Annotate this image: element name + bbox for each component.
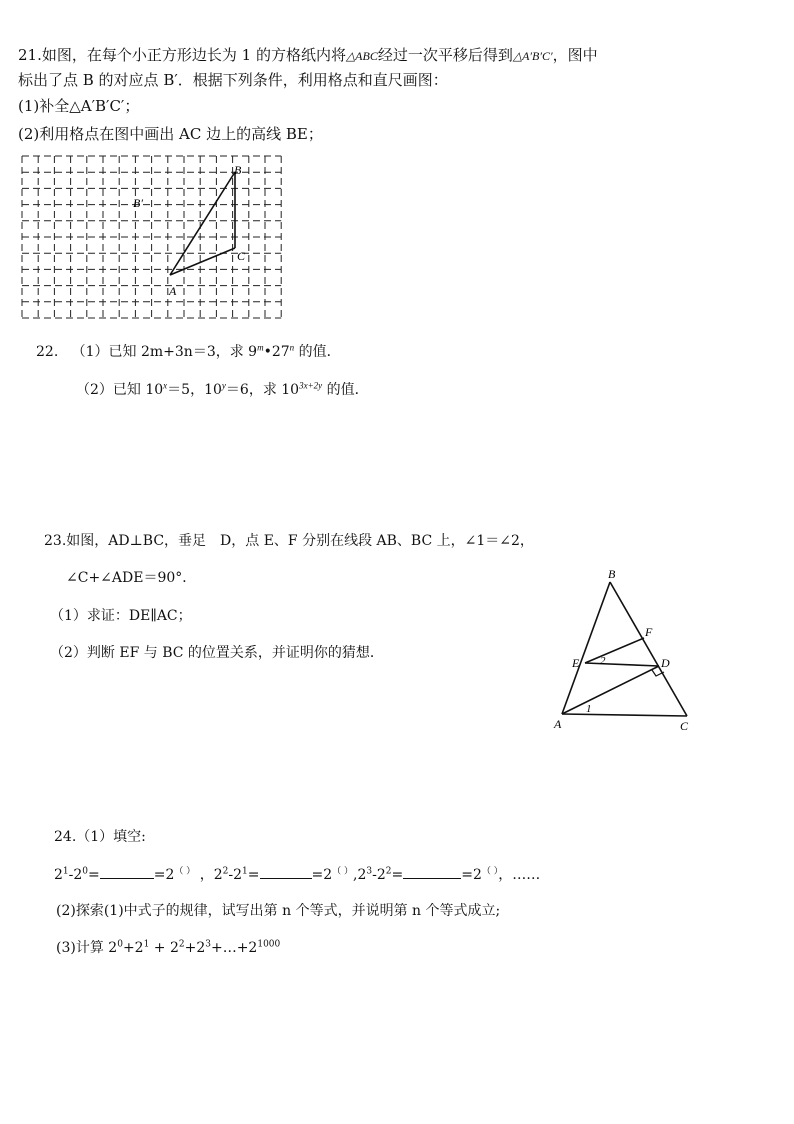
e2-exp-b: 1 (242, 866, 248, 877)
answer-blank-2[interactable] (260, 864, 312, 879)
label-c: C (237, 249, 246, 263)
answer-blank-3[interactable] (403, 864, 461, 879)
e3-exp: 3 (366, 866, 373, 877)
q22-p1-exp-m: m (257, 342, 264, 353)
q21-item-2: (2)利用格点在图中画出 AC 边上的高线 BE； (18, 125, 323, 143)
e2-exp: 2 (222, 866, 229, 877)
q22-part-2 (76, 380, 369, 400)
e1-result: =2 (153, 867, 175, 883)
q22-p2-exp-y: y (221, 380, 226, 391)
q22-p2-text: （2）已知 10 (76, 382, 164, 398)
e2-result: =2 (311, 867, 333, 883)
q21-grid-figure (18, 152, 296, 324)
q21-triangle-abc-prime: △A′B′C′ (512, 49, 553, 63)
side-ac (562, 714, 687, 716)
side-ab (170, 172, 235, 275)
q21-triangle-abc: △ABC (345, 49, 378, 63)
e3-minus: -2 (372, 867, 386, 883)
q21-text-1c: ，图中 (552, 46, 598, 64)
e2-minus: -2 (228, 867, 243, 883)
q22-p1-suffix: 的值． (294, 344, 341, 360)
e1-minus: -2 (68, 867, 83, 883)
q23-line-2: ∠C+∠ADE＝90°． (66, 570, 197, 586)
e2-base: ，2 (199, 867, 223, 883)
q21-text-1b: 经过一次平移后得到 (377, 46, 513, 64)
e-tail: ，…… (498, 867, 541, 883)
q23-triangle-figure (548, 566, 708, 738)
right-angle-mark (652, 670, 664, 676)
q23-item-2: （2）判断 EF 与 BC 的位置关系，并证明你的猜想． (50, 645, 384, 661)
label-angle-1: 1 (586, 703, 592, 715)
exp-1: 1 (143, 939, 150, 950)
e3-base: ,2 (353, 867, 367, 883)
q22-p1-exp-n: n (289, 342, 295, 353)
label-angle-2: 2 (600, 655, 606, 667)
label-e: E (572, 656, 580, 670)
grid-lines (22, 156, 281, 318)
q22-p2-mid1: ＝5，10 (167, 382, 222, 398)
q23-line-1: 23.如图，AD⊥BC，垂足 D，点 E、F 分别在线段 AB、BC 上，∠1＝∠2， (44, 533, 534, 549)
q24-item-2: (2)探索(1)中式子的规律，试写出第 n 个等式，并说明第 n 个等式成立; (56, 903, 501, 919)
plus-3: +2 (184, 940, 206, 956)
label-b-prime: B′ (133, 196, 143, 210)
exp-1000: 1000 (257, 939, 281, 950)
q21-line-1 (18, 45, 598, 66)
e1-eq: = (88, 867, 100, 883)
e3-eq: = (391, 867, 404, 883)
q21-text-1: 如图，在每个小正方形边长为 1 的方格纸内将 (41, 46, 346, 64)
q21-item-1: (1)补全△A′B′C′； (18, 97, 140, 115)
q22-p2-mid2: ＝6，求 10 (225, 382, 300, 398)
q24-fill-row (54, 864, 540, 885)
q24-title: 24.（1）填空: (54, 829, 146, 845)
q22-part-1 (36, 342, 341, 362)
e3-exp-b: 2 (385, 866, 392, 877)
q22-p2-exp-3x2y: 3x+2y (299, 380, 323, 391)
q22-number: 22. (36, 344, 59, 360)
q21-number: 21. (18, 46, 42, 64)
exp-0: 0 (117, 939, 123, 950)
side-ca (170, 248, 235, 275)
segment-ef (585, 638, 644, 663)
e1-base: 2 (54, 867, 63, 883)
segment-ed (585, 663, 659, 666)
q24-item-3 (56, 938, 280, 958)
answer-blank-1[interactable] (100, 864, 154, 879)
triangle-abc (170, 172, 235, 275)
e1-exp-b: 0 (82, 866, 89, 877)
label-b: B (608, 567, 616, 581)
label-a: A (554, 717, 562, 731)
e3-result: =2 (461, 867, 482, 883)
q23-item-1: （1）求证：DE∥AC； (50, 608, 192, 624)
label-b: B (234, 163, 242, 177)
q24-item3-prefix: (3)计算 2 (56, 940, 118, 956)
e2-eq: = (247, 867, 260, 883)
plus-2: + 2 (149, 940, 179, 956)
label-c: C (680, 719, 689, 733)
exp-3: 3 (205, 939, 211, 950)
q22-p2-exp-x: x (163, 380, 168, 391)
e3-result-paren: （ ） (481, 866, 499, 877)
label-d: D (661, 656, 670, 670)
q22-p1-text: （1）已知 2m+3n＝3，求 9 (71, 344, 258, 360)
q21-line-2: 标出了点 B 的对应点 B′．根据下列条件，利用格点和直尺画图： (18, 71, 448, 89)
plus-1: +2 (122, 940, 144, 956)
e2-result-paren: （ ） (332, 866, 354, 877)
side-bc (610, 582, 687, 716)
e1-result-paren: （ ） (174, 866, 196, 877)
label-f: F (645, 625, 653, 639)
label-a: A (169, 284, 177, 298)
q22-p1-mid: •27 (263, 344, 290, 360)
plus-tail: +…+2 (210, 940, 258, 956)
exp-2: 2 (178, 939, 185, 950)
q22-p2-suffix: 的值． (322, 382, 369, 398)
e1-exp: 1 (62, 866, 69, 877)
